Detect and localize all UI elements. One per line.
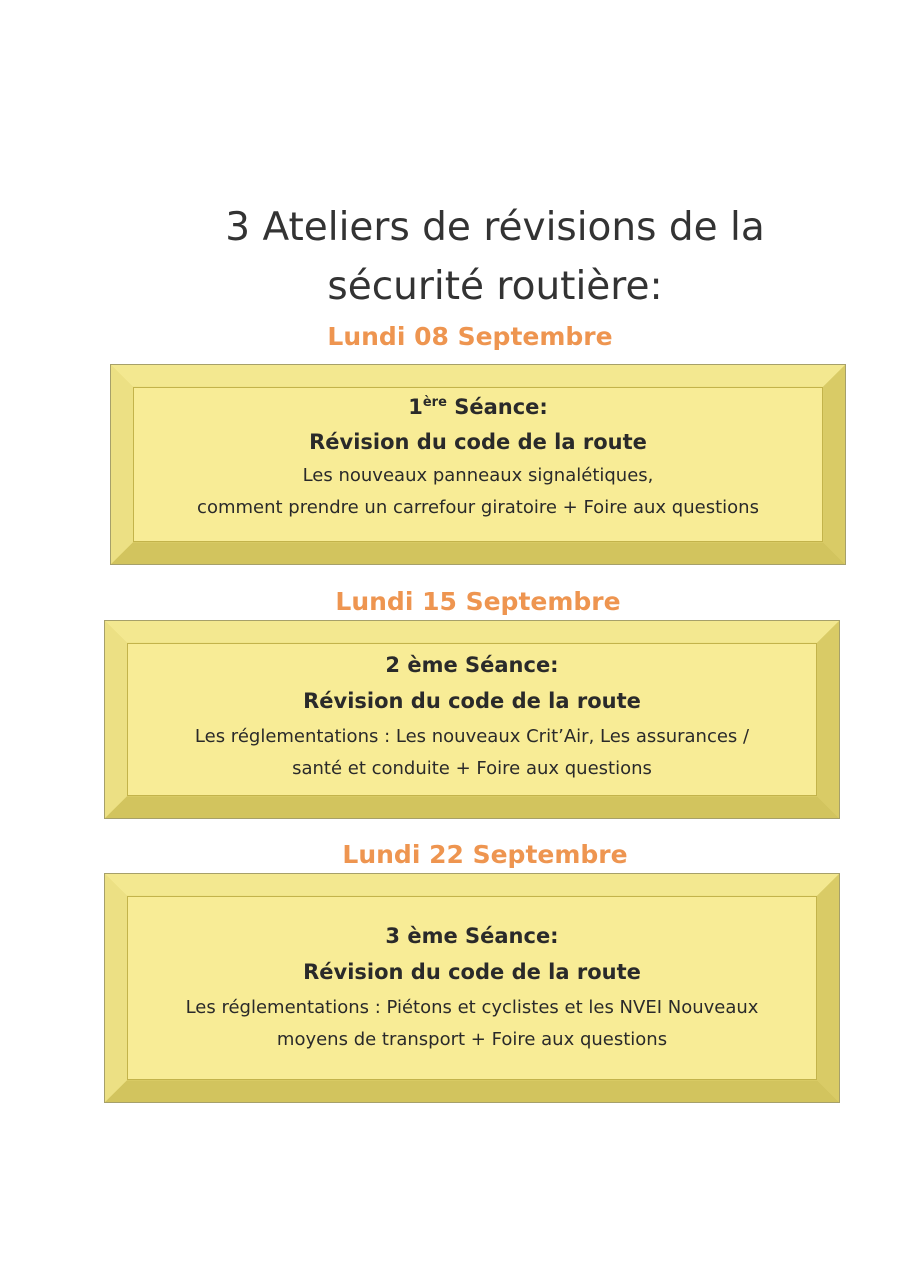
session-2-face — [127, 643, 817, 796]
session-1-number: 1 — [408, 395, 423, 419]
session-3-date: Lundi 22 Septembre — [342, 840, 628, 869]
session-1-title — [134, 392, 822, 422]
page-title-line-1: 3 Ateliers de révisions de la — [225, 205, 765, 250]
session-2-desc-line-1: Les réglementations : Les nouveaux Crit’Air, Les assurances / — [194, 726, 750, 747]
session-3-card — [104, 873, 840, 1103]
session-1-number-suffix: ère — [422, 395, 447, 410]
session-1-desc-line-2: comment prendre un carrefour giratoire + Foire aux questions — [197, 497, 759, 518]
session-1-face — [133, 387, 823, 542]
page-title-line-2: sécurité routière: — [327, 264, 663, 309]
session-1-card — [110, 364, 846, 565]
session-3-desc-line-1: Les réglementations : Piétons et cyclistes et les NVEI Nouveaux — [185, 997, 759, 1018]
session-2-desc-line-2: santé et conduite + Foire aux questions — [292, 758, 652, 779]
session-3-desc-line-2: moyens de transport + Foire aux questions — [276, 1029, 668, 1050]
session-2-date: Lundi 15 Septembre — [335, 587, 621, 616]
session-3-subject: Révision du code de la route — [303, 960, 641, 984]
session-1-date: Lundi 08 Septembre — [327, 322, 613, 351]
session-1-subject: Révision du code de la route — [309, 430, 647, 454]
session-2-card — [104, 620, 840, 819]
session-3-title: 3 ème Séance: — [385, 924, 559, 948]
session-1-desc-line-1: Les nouveaux panneaux signalétiques, — [302, 465, 654, 486]
session-3-face — [127, 896, 817, 1080]
session-1-label: Séance: — [454, 395, 548, 419]
session-2-title: 2 ème Séance: — [385, 653, 559, 677]
session-2-subject: Révision du code de la route — [303, 689, 641, 713]
